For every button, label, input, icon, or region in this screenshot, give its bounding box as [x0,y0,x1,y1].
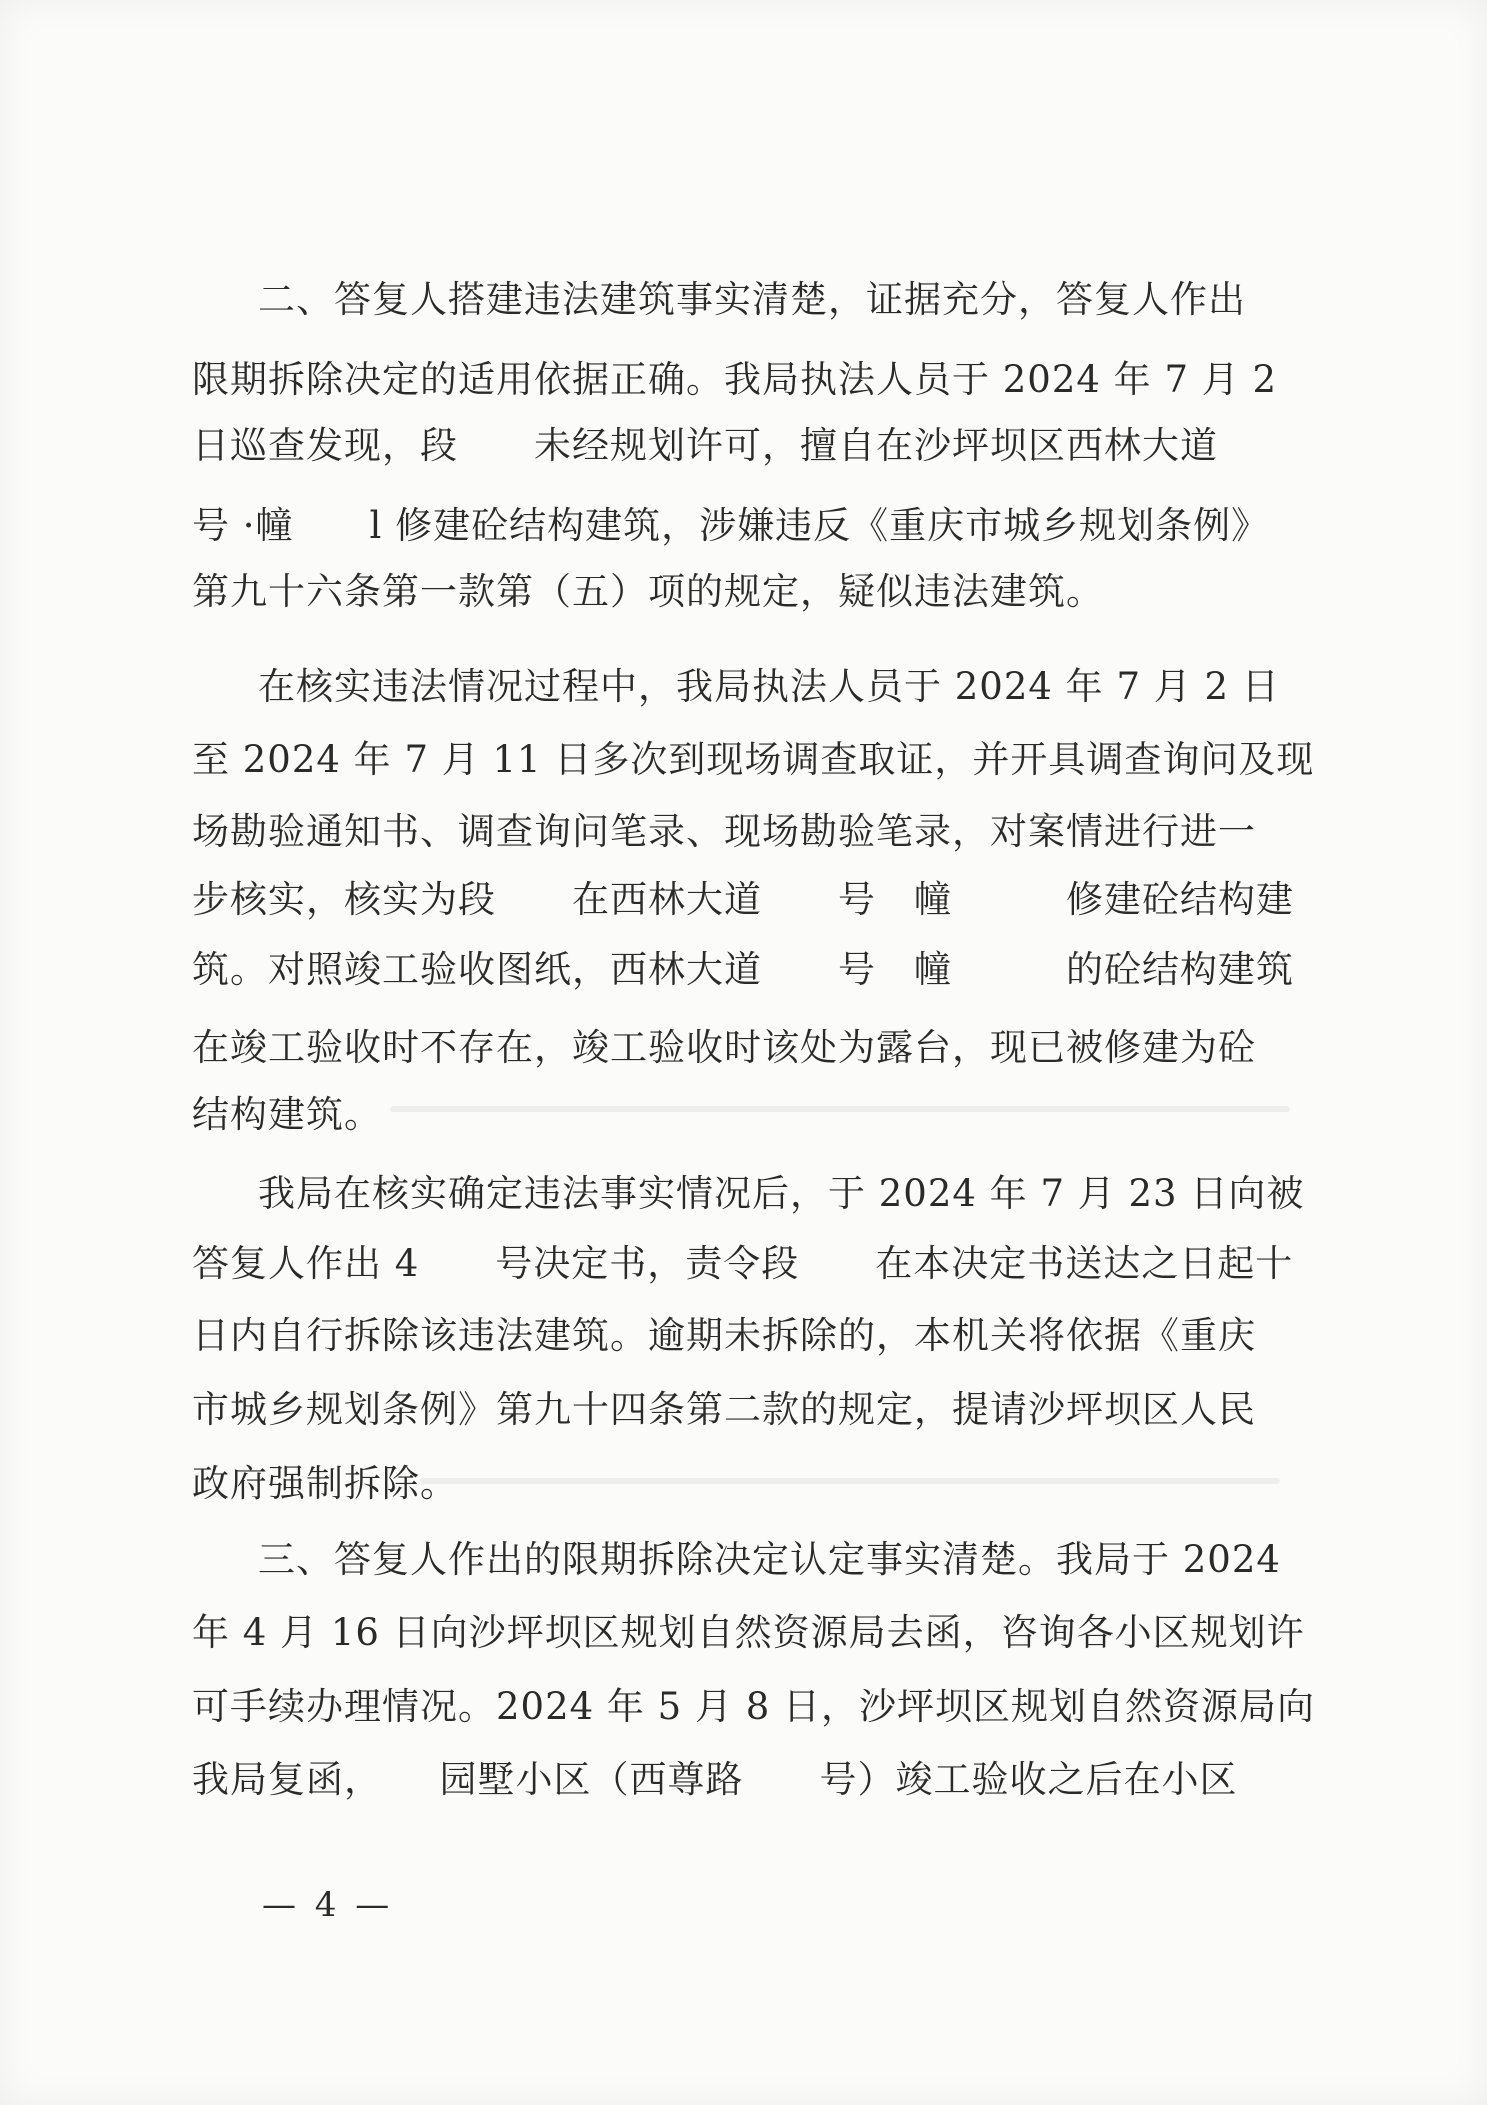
paragraph-line: 我局复函， 园墅小区（西尊路 号）竣工验收之后在小区 [192,1758,1238,1801]
paragraph-line: 第九十六条第一款第（五）项的规定，疑似违法建筑。 [192,570,1104,613]
paragraph-line: 我局在核实确定违法事实情况后，于 2024 年 7 月 23 日向被 [258,1172,1305,1215]
paragraph-line: 日巡查发现，段 未经规划许可，擅自在沙坪坝区西林大道 [192,424,1218,467]
paragraph-line: 答复人作出 4 号决定书，责令段 在本决定书送达之日起十 [192,1242,1294,1285]
paragraph-line: 筑。对照竣工验收图纸，西林大道 号 幢 的砼结构建筑 [192,948,1294,991]
paragraph-line: 可手续办理情况。2024 年 5 月 8 日，沙坪坝区规划自然资源局向 [192,1685,1316,1728]
paragraph-line: 号 ·幢 l 修建砼结构建筑，涉嫌违反《重庆市城乡规划条例》 [192,504,1270,547]
paragraph-line: 步核实，核实为段 在西林大道 号 幢 修建砼结构建 [192,878,1294,921]
paragraph-line: 政府强制拆除。 [192,1462,458,1505]
paragraph-line: 场勘验通知书、调查询问笔录、现场勘验笔录，对案情进行进一 [192,810,1256,853]
page-number: — 4 — [262,1885,394,1925]
paragraph-line: 在核实违法情况过程中，我局执法人员于 2024 年 7 月 2 日 [258,665,1280,708]
paragraph-line: 市城乡规划条例》第九十四条第二款的规定，提请沙坪坝区人民 [192,1388,1256,1431]
paragraph-line: 年 4 月 16 日向沙坪坝区规划自然资源局去函，咨询各小区规划许 [192,1611,1305,1654]
paragraph-line: 三、答复人作出的限期拆除决定认定事实清楚。我局于 2024 [258,1538,1281,1581]
paragraph-line: 二、答复人搭建违法建筑事实清楚，证据充分，答复人作出 [258,278,1246,321]
paragraph-line: 结构建筑。 [192,1093,382,1136]
paragraph-line: 限期拆除决定的适用依据正确。我局执法人员于 2024 年 7 月 2 [192,358,1278,401]
paragraph-line: 日内自行拆除该违法建筑。逾期未拆除的，本机关将依据《重庆 [192,1314,1256,1357]
paragraph-line: 至 2024 年 7 月 11 日多次到现场调查取证，并开具调查询问及现 [192,738,1315,781]
paragraph-line: 在竣工验收时不存在，竣工验收时该处为露台，现已被修建为砼 [192,1026,1256,1069]
